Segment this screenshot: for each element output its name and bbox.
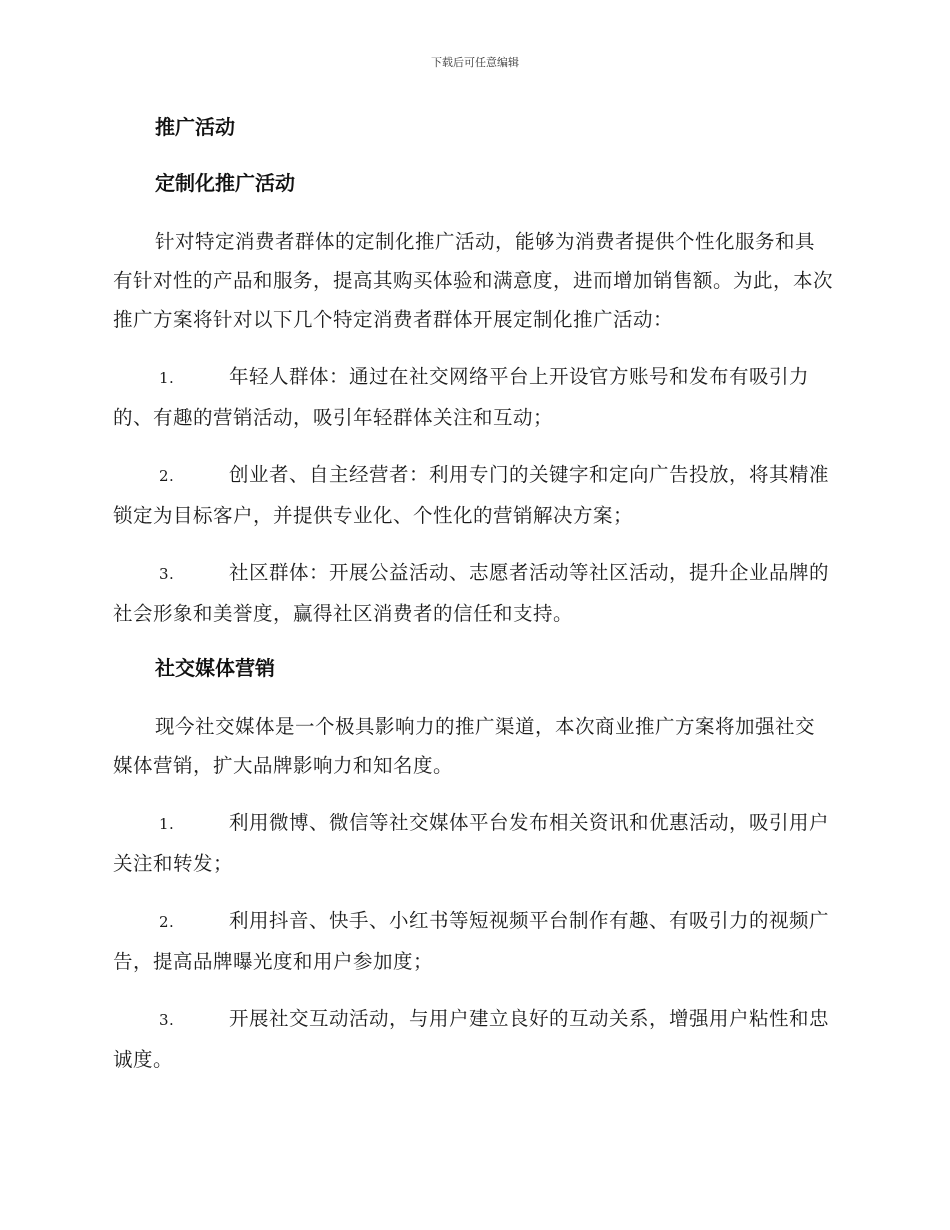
list-number: 2.: [159, 913, 175, 931]
list-item: [113, 803, 833, 883]
section-heading-social: 社交媒体营销: [155, 656, 275, 680]
list-text: 创业者、自主经营者：利用专门的关键字和定向广告投放，将其精准锁定为目标客户，并提供专业化、个性化的营销解决方案；: [113, 463, 830, 527]
list-text: 年轻人群体：通过在社交网络平台上开设官方账号和发布有吸引力的、有趣的营销活动，吸引年轻群体关注和互动；: [113, 365, 810, 429]
header-note: 下载后可任意编辑: [431, 56, 519, 69]
list-item: [113, 357, 833, 437]
list-number: 1.: [159, 369, 175, 387]
document-body: [113, 110, 833, 1097]
list-item: [113, 455, 833, 535]
paragraph-social-intro: 现今社交媒体是一个极具影响力的推广渠道，本次商业推广方案将加强社交媒体营销，扩大品牌影响力和知名度。: [113, 715, 816, 777]
list-item: [113, 999, 833, 1079]
list-text: 社区群体：开展公益活动、志愿者活动等社区活动，提升企业品牌的社会形象和美誉度，赢得社区消费者的信任和支持。: [113, 561, 830, 625]
list-item: [113, 553, 833, 633]
list-text: 开展社交互动活动，与用户建立良好的互动关系，增强用户粘性和忠诚度。: [113, 1007, 830, 1071]
list-text: 利用抖音、快手、小红书等短视频平台制作有趣、有吸引力的视频广告，提高品牌曝光度和用户参加度；: [113, 909, 830, 973]
list-item: [113, 901, 833, 981]
section-heading-custom: 定制化推广活动: [155, 171, 295, 195]
list-text: 利用微博、微信等社交媒体平台发布相关资讯和优惠活动，吸引用户关注和转发；: [113, 811, 830, 875]
list-number: 3.: [159, 1011, 175, 1029]
list-number: 2.: [159, 467, 175, 485]
list-number: 3.: [159, 565, 175, 583]
list-number: 1.: [159, 815, 175, 833]
section-heading-promotion: 推广活动: [155, 115, 235, 139]
paragraph-custom-intro: 针对特定消费者群体的定制化推广活动，能够为消费者提供个性化服务和具有针对性的产品和服务，提高其购买体验和满意度，进而增加销售额。为此，本次推广方案将针对以下几个特定消费者群体开展定制化推广活动：: [113, 230, 834, 331]
